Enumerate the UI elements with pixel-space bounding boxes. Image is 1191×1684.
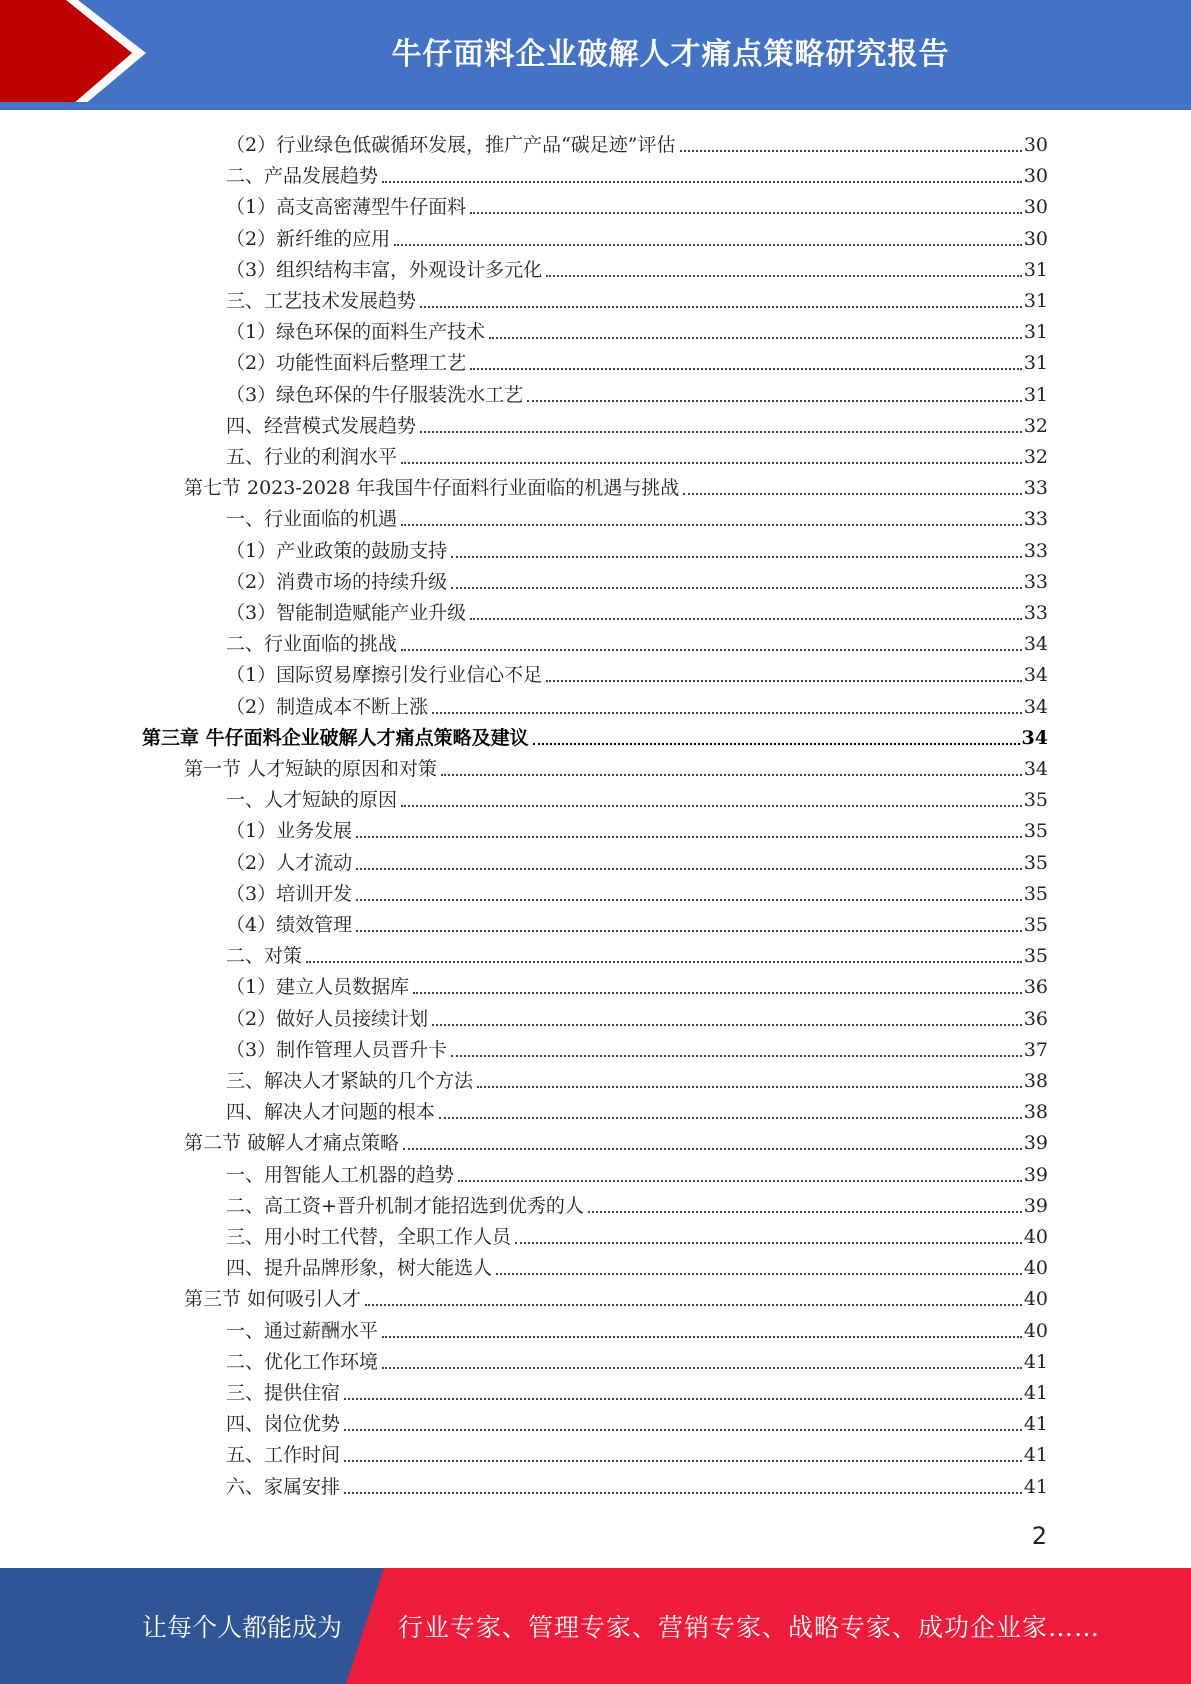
- toc-entry[interactable]: [226, 376, 1048, 407]
- report-title: 牛仔面料企业破解人才痛点策略研究报告: [391, 37, 950, 72]
- toc-dot-leader: [401, 649, 1022, 651]
- toc-dot-leader: [451, 1055, 1022, 1057]
- toc-entry-title: 五、行业的利润水平: [226, 446, 398, 468]
- toc-entry-title: （3）绿色环保的牛仔服装洗水工艺: [226, 383, 524, 406]
- toc-dot-leader: [344, 1398, 1022, 1400]
- toc-entry[interactable]: [226, 1343, 1048, 1374]
- toc-entry[interactable]: [226, 656, 1048, 687]
- toc-entry-page: 33: [1023, 570, 1048, 593]
- toc-dot-leader: [344, 1429, 1022, 1431]
- toc-dot-leader: [344, 1460, 1022, 1462]
- toc-entry-page: 31: [1023, 352, 1048, 375]
- toc-dot-leader: [356, 868, 1022, 870]
- toc-entry[interactable]: [226, 844, 1048, 875]
- toc-entry-page: 31: [1023, 383, 1048, 406]
- toc-entry-page: 41: [1023, 1444, 1048, 1467]
- toc-dot-leader: [432, 712, 1022, 714]
- toc-dot-leader: [489, 337, 1022, 339]
- toc-entry-page: 36: [1023, 976, 1048, 999]
- toc-entry[interactable]: [226, 594, 1048, 625]
- toc-entry-title: （2）制造成本不断上涨: [226, 695, 429, 718]
- toc-entry-title: （3）智能制造赋能产业升级: [226, 602, 467, 624]
- toc-entry[interactable]: [184, 750, 1048, 781]
- toc-entry-title: 第二节 破解人才痛点策略: [184, 1132, 400, 1155]
- toc-entry[interactable]: [226, 1249, 1048, 1280]
- toc-entry-page: 37: [1023, 1038, 1048, 1061]
- toc-entry-title: （2）做好人员接续计划: [226, 1007, 429, 1030]
- toc-entry-title: （1）高支高密薄型牛仔面料: [226, 196, 467, 219]
- toc-entry[interactable]: [226, 1062, 1048, 1093]
- toc-dot-leader: [527, 400, 1022, 402]
- toc-entry-title: 二、产品发展趋势: [226, 165, 379, 188]
- toc-entry-title: （2）消费市场的持续升级: [226, 570, 448, 593]
- toc-entry[interactable]: [226, 1374, 1048, 1405]
- toc-entry-page: 31: [1023, 321, 1048, 344]
- toc-entry[interactable]: [226, 1468, 1048, 1499]
- toc-entry[interactable]: [226, 1156, 1048, 1187]
- toc-entry[interactable]: [226, 407, 1048, 438]
- toc-entry-page: 35: [1023, 820, 1048, 843]
- toc-entry-title: 一、人才短缺的原因: [226, 789, 398, 812]
- toc-entry[interactable]: [226, 1000, 1048, 1031]
- toc-entry-page: 35: [1023, 914, 1048, 936]
- toc-entry-page: 30: [1023, 165, 1048, 188]
- toc-entry-page: 41: [1023, 1475, 1048, 1498]
- toc-dot-leader: [401, 462, 1022, 464]
- page-header: [0, 0, 1191, 110]
- toc-entry-title: （3）制作管理人员晋升卡: [226, 1038, 448, 1061]
- toc-entry-page: 30: [1023, 196, 1048, 219]
- toc-entry-page: 38: [1023, 1070, 1048, 1092]
- toc-entry[interactable]: [226, 282, 1048, 313]
- toc-entry-title: （2）行业绿色低碳循环发展，推广产品“碳足迹”评估: [226, 134, 676, 156]
- toc-dot-leader: [432, 1024, 1022, 1026]
- toc-entry-title: 二、行业面临的挑战: [226, 633, 398, 656]
- toc-dot-leader: [401, 524, 1022, 526]
- toc-entry-page: 36: [1023, 1007, 1048, 1030]
- toc-entry[interactable]: [226, 532, 1048, 563]
- toc-dot-leader: [394, 244, 1022, 246]
- toc-entry-title: （2）功能性面料后整理工艺: [226, 352, 467, 375]
- toc-entry-title: （3）组织结构丰富，外观设计多元化: [226, 258, 543, 281]
- toc-entry-page: 34: [1023, 758, 1048, 780]
- toc-entry-page: 30: [1023, 227, 1048, 250]
- toc-dot-leader: [683, 493, 1022, 495]
- toc-entry-page: 34: [1021, 726, 1048, 749]
- toc-dot-leader: [356, 836, 1022, 838]
- toc-entry[interactable]: [226, 1312, 1048, 1343]
- toc-entry-title: 三、解决人才紧缺的几个方法: [226, 1070, 474, 1092]
- toc-dot-leader: [441, 774, 1022, 776]
- toc-entry-page: 35: [1023, 851, 1048, 874]
- toc-entry-title: （2）新纤维的应用: [226, 227, 391, 250]
- toc-entry-page: 31: [1023, 258, 1048, 281]
- toc-entry-title: 一、行业面临的机遇: [226, 508, 398, 531]
- toc-dot-leader: [470, 618, 1022, 620]
- toc-dot-leader: [382, 1367, 1022, 1369]
- toc-entry-title: （1）业务发展: [226, 820, 353, 843]
- toc-dot-leader: [356, 930, 1022, 932]
- toc-entry-title: 三、用小时工代替，全职工作人员: [226, 1226, 512, 1248]
- toc-entry[interactable]: [226, 313, 1048, 344]
- toc-entry-page: 34: [1023, 664, 1048, 687]
- header-underline: [0, 102, 1191, 110]
- toc-entry-page: 40: [1023, 1288, 1048, 1311]
- toc-entry-title: （4）绩效管理: [226, 914, 353, 936]
- toc-dot-leader: [496, 1273, 1022, 1275]
- toc-entry-page: 33: [1023, 539, 1048, 562]
- toc-dot-leader: [470, 368, 1022, 370]
- toc-dot-leader: [382, 1336, 1022, 1338]
- toc-entry-title: 第三章 牛仔面料企业破解人才痛点策略及建议: [142, 726, 529, 749]
- toc-dot-leader: [439, 1117, 1022, 1119]
- toc-entry-page: 35: [1023, 882, 1048, 905]
- toc-entry[interactable]: [184, 1280, 1048, 1311]
- toc-dot-leader: [344, 1492, 1022, 1494]
- toc-entry-page: 39: [1023, 1163, 1048, 1186]
- toc-entry[interactable]: [226, 688, 1048, 719]
- toc-entry[interactable]: [226, 625, 1048, 656]
- toc-entry-title: 四、岗位优势: [226, 1413, 341, 1436]
- toc-dot-leader: [458, 1180, 1022, 1182]
- toc-entry-title: （1）建立人员数据库: [226, 976, 410, 999]
- toc-entry-title: 三、工艺技术发展趋势: [226, 290, 417, 312]
- toc-entry-title: 四、经营模式发展趋势: [226, 414, 417, 437]
- toc-entry[interactable]: [226, 812, 1048, 843]
- toc-dot-leader: [403, 1148, 1022, 1150]
- toc-dot-leader: [470, 212, 1022, 214]
- footer-slogan-left: 让每个人都能成为: [142, 1613, 343, 1642]
- toc-entry[interactable]: [226, 220, 1048, 251]
- toc-entry-title: 二、对策: [226, 945, 303, 968]
- toc-entry-title: （1）产业政策的鼓励支持: [226, 539, 448, 562]
- toc-entry-title: 一、用智能人工机器的趋势: [226, 1163, 455, 1186]
- toc-entry[interactable]: [226, 438, 1048, 469]
- toc-entry[interactable]: [226, 937, 1048, 968]
- toc-entry[interactable]: [226, 1405, 1048, 1436]
- toc-entry-title: 六、家属安排: [226, 1475, 341, 1498]
- toc-entry-page: 31: [1023, 290, 1048, 312]
- toc-dot-leader: [451, 587, 1022, 589]
- toc-entry[interactable]: [184, 469, 1048, 500]
- toc-entry-title: （1）绿色环保的面料生产技术: [226, 321, 486, 344]
- red-arrow-icon: [0, 0, 160, 110]
- toc-dot-leader: [680, 150, 1022, 152]
- toc-entry[interactable]: [226, 1031, 1048, 1062]
- page-footer: [0, 1568, 1191, 1684]
- toc-dot-leader: [546, 680, 1022, 682]
- toc-entry-page: 32: [1023, 414, 1048, 437]
- toc-entry[interactable]: [226, 906, 1048, 937]
- toc-entry-title: 四、提升品牌形象，树大能选人: [226, 1257, 493, 1280]
- toc-entry-page: 41: [1023, 1350, 1048, 1373]
- toc-entry[interactable]: [226, 126, 1048, 157]
- toc-entry[interactable]: [142, 719, 1048, 750]
- toc-dot-leader: [420, 306, 1022, 308]
- toc-dot-leader: [382, 181, 1022, 183]
- toc-entry-page: 33: [1023, 602, 1048, 624]
- toc-entry-page: 34: [1023, 695, 1048, 718]
- toc-entry-title: 五、工作时间: [226, 1444, 341, 1467]
- toc-dot-leader: [588, 1211, 1022, 1213]
- toc-entry-title: （2）人才流动: [226, 851, 353, 874]
- toc-entry-page: 34: [1023, 633, 1048, 656]
- toc-entry-title: 第一节 人才短缺的原因和对策: [184, 758, 438, 780]
- page-number: 2: [1031, 1522, 1047, 1550]
- toc-entry-title: 二、高工资+晋升机制才能招选到优秀的人: [226, 1194, 584, 1217]
- toc-entry-title: （1）国际贸易摩擦引发行业信心不足: [226, 664, 543, 687]
- toc-entry-page: 33: [1023, 508, 1048, 531]
- toc-entry-page: 39: [1023, 1132, 1048, 1155]
- toc-entry[interactable]: [226, 1218, 1048, 1249]
- toc-dot-leader: [401, 805, 1022, 807]
- toc-entry[interactable]: [226, 1436, 1048, 1467]
- toc-dot-leader: [515, 1242, 1022, 1244]
- toc-entry-page: 40: [1023, 1319, 1048, 1342]
- toc-entry[interactable]: [226, 875, 1048, 906]
- toc-entry-page: 41: [1023, 1382, 1048, 1404]
- toc-entry[interactable]: [226, 157, 1048, 188]
- toc-dot-leader: [306, 961, 1022, 963]
- toc-entry-page: 40: [1023, 1257, 1048, 1280]
- toc-dot-leader: [413, 992, 1022, 994]
- toc-dot-leader: [546, 275, 1022, 277]
- toc-dot-leader: [356, 899, 1022, 901]
- toc-entry[interactable]: [226, 1187, 1048, 1218]
- toc-entry[interactable]: [226, 563, 1048, 594]
- toc-entry[interactable]: [226, 781, 1048, 812]
- toc-dot-leader: [477, 1086, 1022, 1088]
- toc-entry[interactable]: [226, 500, 1048, 531]
- toc-entry-title: 第七节 2023-2028 年我国牛仔面料行业面临的机遇与挑战: [184, 477, 680, 500]
- toc-entry-page: 38: [1023, 1101, 1048, 1124]
- toc-entry[interactable]: [226, 251, 1048, 282]
- toc-entry-page: 41: [1023, 1413, 1048, 1436]
- toc-entry[interactable]: [226, 344, 1048, 375]
- toc-entry[interactable]: [226, 968, 1048, 999]
- toc-dot-leader: [365, 1304, 1022, 1306]
- toc-entry-page: 30: [1023, 134, 1048, 156]
- toc-entry-page: 35: [1023, 789, 1048, 812]
- toc-entry-title: 二、优化工作环境: [226, 1350, 379, 1373]
- toc-entry-page: 39: [1023, 1194, 1048, 1217]
- toc-entry-page: 32: [1023, 446, 1048, 468]
- toc-entry[interactable]: [226, 1093, 1048, 1124]
- footer-slogan-right: 行业专家、管理专家、营销专家、战略专家、成功企业家……: [398, 1613, 1101, 1642]
- toc-dot-leader: [451, 556, 1022, 558]
- toc-entry-title: 三、提供住宿: [226, 1382, 341, 1404]
- toc-dot-leader: [533, 743, 1020, 745]
- toc-entry-title: 四、解决人才问题的根本: [226, 1101, 436, 1124]
- toc-entry[interactable]: [226, 188, 1048, 219]
- toc-entry[interactable]: [184, 1124, 1048, 1155]
- toc-entry-page: 35: [1023, 945, 1048, 968]
- toc-entry-page: 33: [1023, 477, 1048, 500]
- toc-entry-title: （3）培训开发: [226, 882, 353, 905]
- toc-dot-leader: [420, 431, 1022, 433]
- toc-entry-page: 40: [1023, 1226, 1048, 1248]
- toc-entry-title: 第三节 如何吸引人才: [184, 1288, 362, 1311]
- toc-entry-title: 一、通过薪酬水平: [226, 1319, 379, 1342]
